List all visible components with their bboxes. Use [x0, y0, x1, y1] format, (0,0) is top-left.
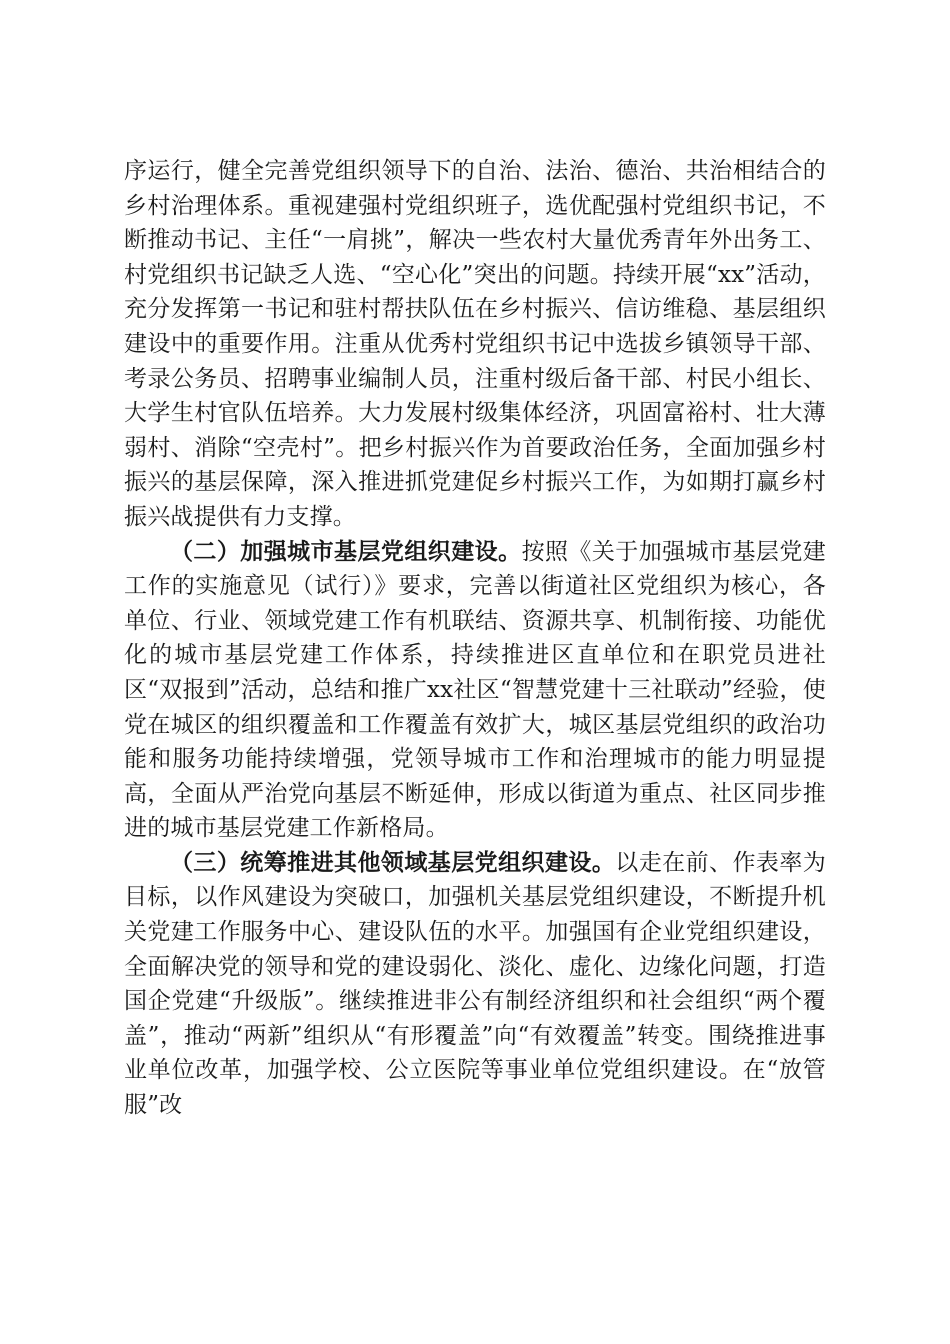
paragraph-text: 按照《关于加强城市基层党建工作的实施意见（试行）》要求，完善以街道社区党组织为核心，各单位、行业、领域党建工作有机联结、资源共享、机制衔接、功能优化的城市基层党建工作体系，持续推进区直单位和在职党员进社区“双报到”活动，总结和推广xx社区“智慧党建十三社联动”经验，使党在城区的组织覆盖和工作覆盖有效扩大，城区基层党组织的政治功能和服务功能持续增强，党领导城市工作和治理城市的能力明显提高，全面从严治党向基层不断延伸，形成以街道为重点、社区同步推进的城市基层党建工作新格局。: [124, 538, 827, 842]
paragraph-text: 以走在前、作表率为目标，以作风建设为突破口，加强机关基层党组织建设，不断提升机关党建工作服务中心、建设队伍的水平。加强国有企业党组织建设，全面解决党的领导和党的建设弱化、淡化、虚化、边缘化问题，打造国企党建“升级版”。继续推进非公有制经济组织和社会组织“两个覆盖”，推动“两新”组织从“有形覆盖”向“有效覆盖”转变。围绕推进事业单位改革，加强学校、公立医院等事业单位党组织建设。在“放管服”改: [124, 849, 826, 1119]
paragraph-other-fields: [124, 846, 826, 1123]
paragraph-heading: （三）统筹推进其他领域基层党组织建设。: [170, 848, 616, 876]
paragraph-text: 序运行，健全完善党组织领导下的自治、法治、德治、共治相结合的乡村治理体系。重视建强村党组织班子，选优配强村党组织书记，不断推动书记、主任“一肩挑”，解决一些农村大量优秀青年外出务工、村党组织书记缺乏人选、“空心化”突出的问题。持续开展“xx”活动，充分发挥第一书记和驻村帮扶队伍在乡村振兴、信访维稳、基层组织建设中的重要作用。注重从优秀村党组织书记中选拔乡镇领导干部、考录公务员、招聘事业编制人员，注重村级后备干部、村民小组长、大学生村官队伍培养。大力发展村级集体经济，巩固富裕村、壮大薄弱村、消除“空壳村”。把乡村振兴作为首要政治任务，全面加强乡村振兴的基层保障，深入推进抓党建促乡村振兴工作，为如期打赢乡村振兴战提供有力支撑。: [124, 158, 826, 530]
paragraph-urban-party-building: [124, 535, 826, 846]
paragraph-heading: （二）加强城市基层党组织建设。: [170, 537, 522, 565]
document-body: [124, 154, 826, 1123]
paragraph-rural-governance: [124, 154, 826, 535]
